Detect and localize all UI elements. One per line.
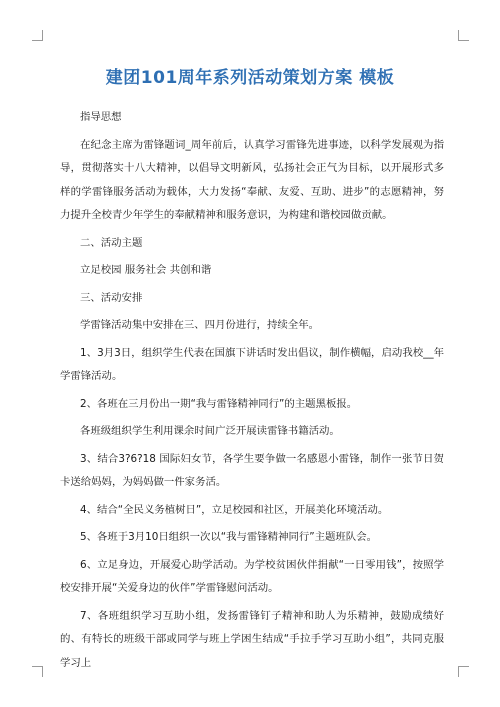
heading-activity-theme: 二、活动主题 bbox=[80, 236, 143, 249]
list-item-2: 2、各班在三月份出一期“我与雷锋精神同行”的主题黑板报。 bbox=[80, 397, 358, 410]
list-item-3: 3、结合3?6?18 国际妇女节，各学生要争做一名感恩小雷锋，制作一张节日贺卡送给妈妈，为妈妈做一件家务活。 bbox=[60, 452, 444, 488]
document-body bbox=[60, 106, 444, 675]
heading-activity-arrangement: 三、活动安排 bbox=[80, 291, 143, 304]
paragraph-activity-theme: 立足校园 服务社会 共创和谐 bbox=[80, 264, 212, 276]
list-item-2-note: 各班级组织学生利用课余时间广泛开展读雷锋书籍活动。 bbox=[80, 425, 340, 437]
list-item-1: 1、3月3日，组织学生代表在国旗下讲话时发出倡议，制作横幅，启动我校__年学雷锋活动。 bbox=[60, 346, 444, 382]
list-item-5: 5、各班于3月10日组织一次以“我与雷锋精神同行”主题班队会。 bbox=[80, 531, 377, 543]
list-item-7: 7、各班组织学习互助小组，发扬雷锋钉子精神和助人为乐精神，鼓励成绩好的、有特长的班级干部或同学与班上学困生结成“手拉手学习互助小组”，共同克服学习上 bbox=[60, 609, 444, 669]
list-item-4: 4、结合“全民义务植树日”，立足校园和社区，开展美化环境活动。 bbox=[80, 503, 389, 516]
document-title: 建团101周年系列活动策划方案 模板 bbox=[105, 68, 395, 88]
corner-mark-top-right bbox=[458, 30, 469, 41]
corner-mark-bottom-right bbox=[458, 666, 469, 677]
list-item-6: 6、立足身边，开展爱心助学活动。为学校贫困伙伴捐献“一日零用钱”，按照学校安排开展“关爱身边的伙伴”学雷锋慰问活动。 bbox=[60, 558, 444, 594]
paragraph-arrangement-intro: 学雷锋活动集中安排在三、四月份进行，持续全年。 bbox=[80, 319, 319, 331]
paragraph-guiding-ideology: 在纪念主席为雷锋题词_周年前后，认真学习雷锋先进事迹，以科学发展观为指导，贯彻落实十八大精神，以倡导文明新风，弘扬社会正气为目标，以开展形式多样的学雷锋服务活动为载体，大力发扬“奉献、友爱、互助、进步”的志愿精神，努力提升全校青少年学生的奉献精神和服务意识，为构建和谐校园做贡献。 bbox=[60, 138, 444, 221]
corner-mark-top-left bbox=[32, 30, 43, 41]
corner-mark-bottom-left bbox=[32, 666, 43, 677]
heading-guiding-ideology: 指导思想 bbox=[80, 111, 122, 123]
